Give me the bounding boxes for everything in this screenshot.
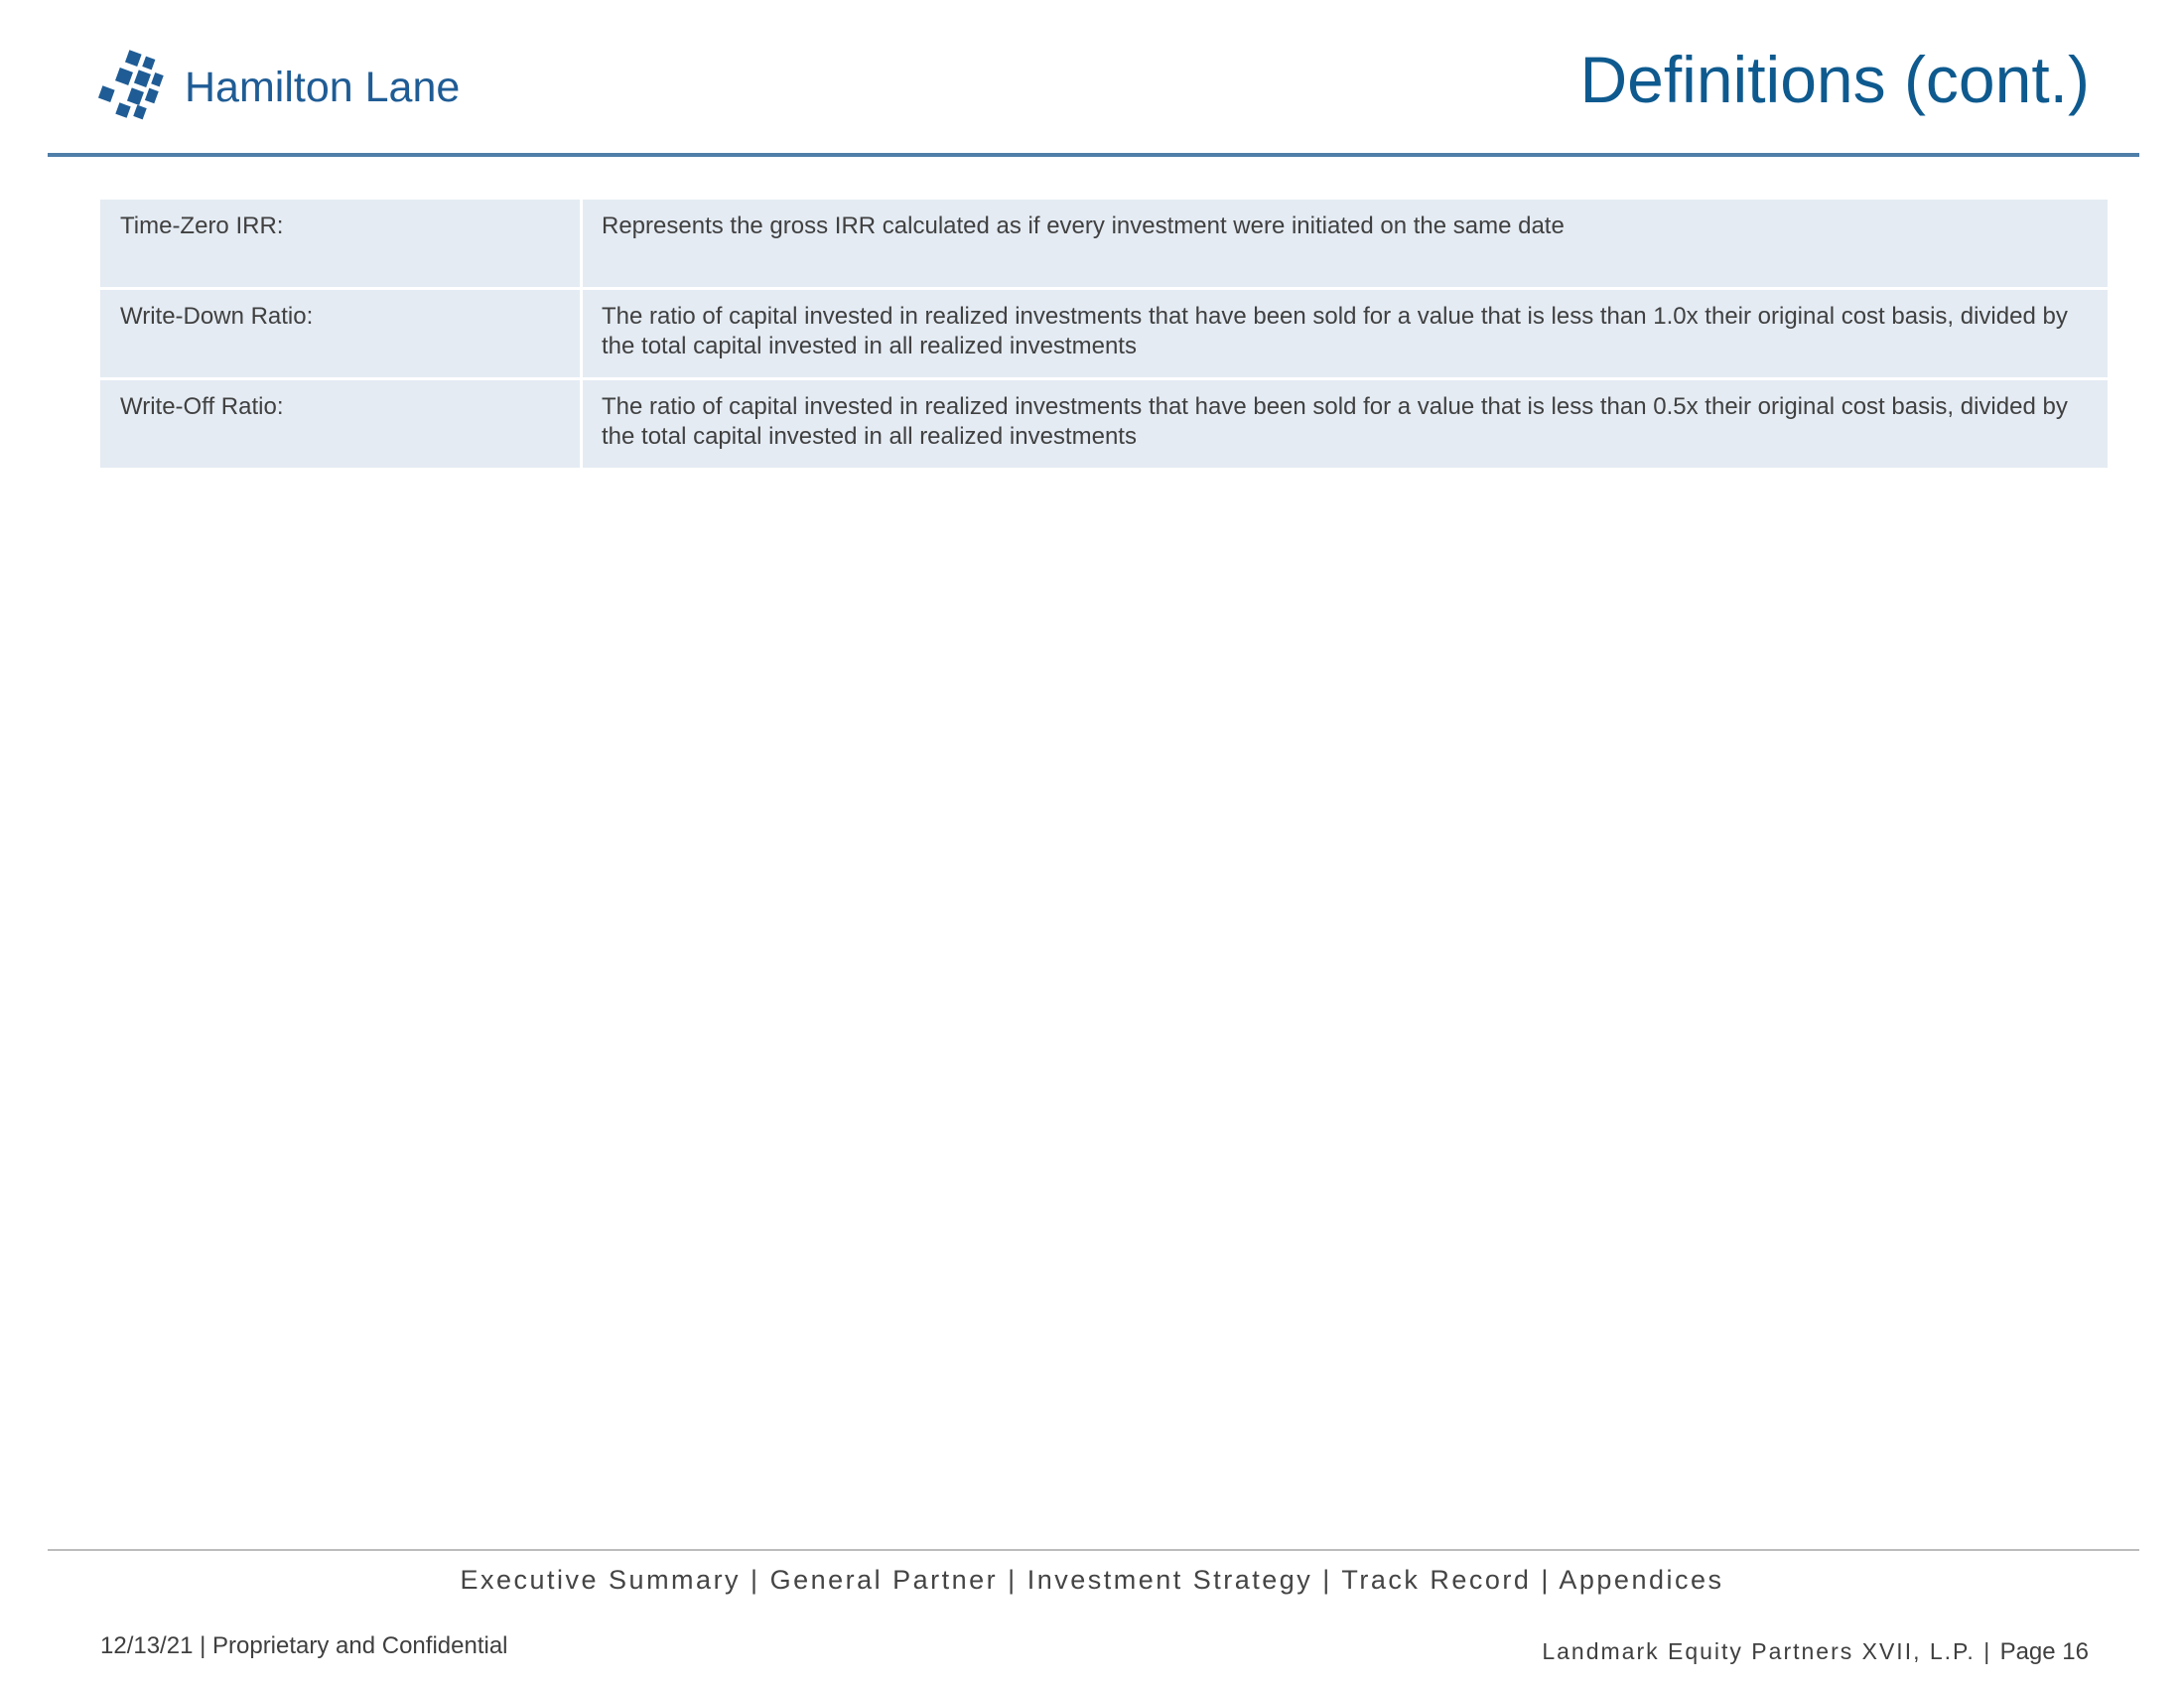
footer-divider [48, 1549, 2139, 1551]
footer-fund-page [1542, 1638, 2089, 1666]
definition-row [100, 380, 2108, 468]
definition-description: The ratio of capital invested in realized investments that have been sold for a value that is less than 0.5x their original cost basis, divided by the total capital invested in all realized investments [583, 380, 2108, 468]
page-number: Page 16 [1999, 1638, 2089, 1665]
page-title: Definitions (cont.) [1579, 43, 2090, 116]
definition-term: Time-Zero IRR: [100, 200, 580, 287]
definition-term: Write-Off Ratio: [100, 380, 580, 468]
footer-section-nav: Executive Summary | General Partner | Investment Strategy | Track Record | Appendices [460, 1565, 1724, 1595]
definition-row [100, 290, 2108, 377]
hamilton-lane-logo-icon [97, 50, 167, 125]
footer-fund-name: Landmark Equity Partners XVII, L.P. | [1542, 1638, 2000, 1664]
definition-row [100, 200, 2108, 287]
footer-date-confidential: 12/13/21 | Proprietary and Confidential [100, 1632, 508, 1659]
brand-name: Hamilton Lane [185, 63, 461, 111]
definition-description: Represents the gross IRR calculated as if every investment were initiated on the same date [583, 200, 2108, 287]
header-divider [48, 153, 2139, 157]
definition-description: The ratio of capital invested in realized investments that have been sold for a value that is less than 1.0x their original cost basis, divided by the total capital invested in all realized investments [583, 290, 2108, 377]
definitions-table [100, 200, 2108, 471]
hamilton-lane-logo [97, 50, 460, 125]
definition-term: Write-Down Ratio: [100, 290, 580, 377]
